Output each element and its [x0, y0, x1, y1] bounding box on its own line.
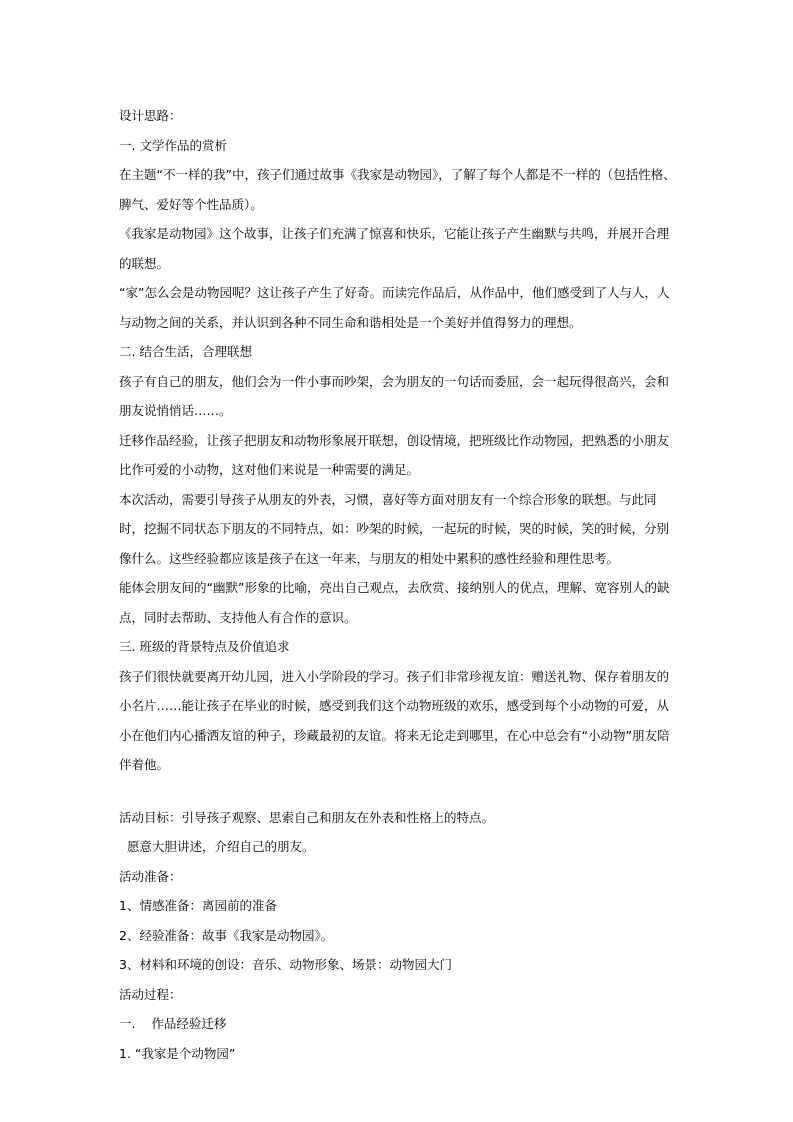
- section-heading-1: 一. 文学作品的赏析: [119, 137, 227, 153]
- section-heading-3: 三. 班级的背景特点及价值追求: [119, 639, 290, 654]
- paragraph: 孩子们很快就要离开幼儿园，进入小学阶段的学习。孩子们非常珍视友谊：赠送礼物、保存着朋友的小名片……能让孩子在毕业的时候，感受到我们这个动物班级的欢乐，感受到每个小动物的可爱，从小在他们内心播洒友谊的种子，珍藏最初的友谊。将来无论走到哪里，在心中总会有“小动物”朋友陪伴着他。: [119, 668, 670, 772]
- preparation-item: 3、材料和环境的创设：音乐、动物形象、场景：动物园大门: [119, 957, 452, 972]
- paragraph: “家”怎么会是动物园呢？这让孩子产生了好奇。而读完作品后，从作品中，他们感受到了人与人，人与动物之间的关系，并认识到各种不同生命和谐相处是一个美好并值得努力的理想。: [119, 285, 670, 330]
- preparation-item: 1、情感准备：离园前的准备: [119, 898, 277, 913]
- document-body: [119, 101, 676, 1068]
- activity-goal: 活动目标：引导孩子观察、思索自己和朋友在外表和性格上的特点。: [119, 809, 495, 825]
- activity-goal-continued: 愿意大胆讲述，介绍自己的朋友。: [119, 839, 315, 854]
- preparation-item: 2、经验准备：故事《我家是动物园》。: [119, 927, 334, 943]
- blank-line: [119, 780, 676, 803]
- paragraph: 迁移作品经验，让孩子把朋友和动物形象展开联想，创设情境，把班级比作动物园，把熟悉的小朋友比作可爱的小动物，这对他们来说是一种需要的满足。: [119, 432, 670, 477]
- paragraph: 能体会朋友间的“幽默”形象的比喻，亮出自己观点，去欣赏、接纳别人的优点，理解、宽容别人的缺点，同时去帮助、支持他人有合作的意识。: [119, 580, 670, 625]
- paragraph: 孩子有自己的朋友，他们会为一件小事而吵架，会为朋友的一句话而委屈，会一起玩得很高兴，会和朋友说悄悄话……。: [119, 373, 670, 418]
- heading-design-ideas: 设计思路：: [119, 108, 182, 123]
- paragraph: 在主题“不一样的我”中，孩子们通过故事《我家是动物园》，了解了每个人都是不一样的（包括性格、脾气、爱好等个性品质）。: [119, 167, 676, 212]
- process-substep: 1. “我家是个动物园”: [119, 1045, 236, 1061]
- section-heading-2: 二. 结合生活，合理联想: [119, 344, 252, 359]
- process-step-heading: 一. 作品经验迁移: [119, 1016, 227, 1031]
- activity-preparation-heading: 活动准备：: [119, 868, 182, 884]
- paragraph: 《我家是动物园》这个故事，让孩子们充满了惊喜和快乐，它能让孩子产生幽默与共鸣，并展开合理的联想。: [119, 226, 670, 271]
- paragraph: 本次活动，需要引导孩子从朋友的外表，习惯，喜好等方面对朋友有一个综合形象的联想。与此同时，挖掘不同状态下朋友的不同特点，如：吵架的时候，一起玩的时候，哭的时候，笑的时候，分别像什么。这些经验都应该是孩子在这一年来，与朋友的相处中累积的感性经验和理性思考。: [119, 491, 670, 566]
- activity-process-heading: 活动过程：: [119, 986, 182, 1002]
